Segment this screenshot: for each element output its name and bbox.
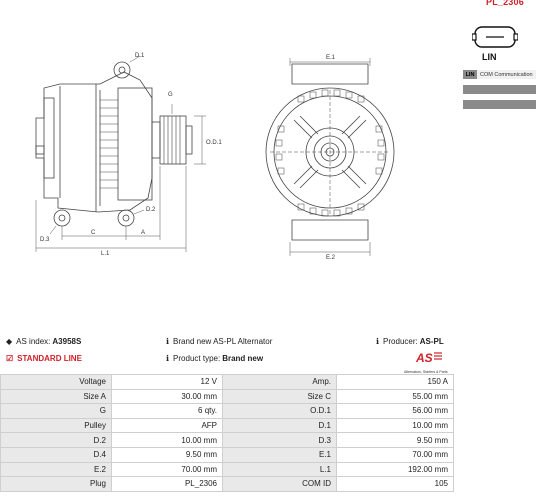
- as-index: [6, 337, 81, 346]
- spec-label: E.1: [223, 447, 337, 462]
- info-icon: ℹ: [166, 354, 170, 363]
- spec-table: [0, 374, 454, 492]
- spec-row: [1, 389, 454, 404]
- plug-connector-icon: [472, 24, 518, 50]
- label-d3: D.3: [40, 237, 50, 243]
- spec-value: 6 qty.: [112, 404, 223, 419]
- plug-type: LIN: [482, 52, 497, 62]
- label-a: A: [141, 230, 146, 236]
- spec-label: Size A: [1, 389, 112, 404]
- logo-text: AS: [416, 351, 433, 365]
- legend-key: [463, 100, 477, 109]
- label-l1: L.1: [101, 251, 110, 257]
- spec-label: Plug: [1, 477, 112, 492]
- spec-value: AFP: [112, 418, 223, 433]
- spec-value: 10.00 mm: [337, 418, 454, 433]
- product-type-label: Product type:: [173, 354, 221, 363]
- label-c: C: [91, 230, 96, 236]
- brand-info: [166, 337, 272, 346]
- spec-row: [1, 375, 454, 390]
- as-pl-logo: [404, 351, 448, 374]
- spec-value: 12 V: [112, 375, 223, 390]
- label-e2: E.2: [326, 255, 336, 261]
- producer-info: [376, 337, 444, 346]
- standard-line: [6, 354, 82, 363]
- spec-label: E.2: [1, 462, 112, 477]
- check-icon: ☑: [6, 354, 14, 363]
- label-od1: O.D.1: [206, 140, 222, 146]
- legend-row: [463, 70, 536, 79]
- spec-label: COM ID: [223, 477, 337, 492]
- label-d1: D.1: [135, 53, 145, 59]
- as-index-label: AS index:: [16, 337, 51, 346]
- tag-icon: ◆: [6, 337, 13, 346]
- spec-label: Amp.: [223, 375, 337, 390]
- legend-value: [477, 85, 536, 94]
- standard-line-text: STANDARD LINE: [17, 354, 82, 363]
- spec-label: D.1: [223, 418, 337, 433]
- label-g: G: [168, 92, 173, 98]
- legend-row: [463, 85, 536, 94]
- spec-value: 192.00 mm: [337, 462, 454, 477]
- as-index-value: A3958S: [52, 337, 82, 346]
- spec-label: O.D.1: [223, 404, 337, 419]
- brand-text: Brand new AS-PL Alternator: [173, 337, 273, 346]
- legend-row: [463, 100, 536, 109]
- label-e1: E.1: [326, 55, 336, 61]
- spec-row: [1, 418, 454, 433]
- spec-row: [1, 433, 454, 448]
- spec-label: G: [1, 404, 112, 419]
- as-logo-icon: [404, 351, 444, 365]
- producer-label: Producer:: [383, 337, 418, 346]
- legend-value: COM Communication: [477, 70, 536, 79]
- plug-code: PL_2306: [486, 0, 524, 7]
- spec-value: 150 A: [337, 375, 454, 390]
- spec-value: 56.00 mm: [337, 404, 454, 419]
- info-icon: ℹ: [166, 337, 170, 346]
- spec-row: [1, 477, 454, 492]
- product-type-value: Brand new: [222, 354, 264, 363]
- spec-value: 70.00 mm: [112, 462, 223, 477]
- legend-key: LIN: [463, 70, 477, 79]
- logo-subtitle: Alternators, Starters & Parts: [404, 370, 448, 374]
- spec-value: 30.00 mm: [112, 389, 223, 404]
- spec-label: Pulley: [1, 418, 112, 433]
- spec-value: 10.00 mm: [112, 433, 223, 448]
- spec-label: Size C: [223, 389, 337, 404]
- producer-value: AS-PL: [419, 337, 444, 346]
- spec-label: D.2: [1, 433, 112, 448]
- legend-value: [477, 100, 536, 109]
- spec-label: D.3: [223, 433, 337, 448]
- spec-value: PL_2306: [112, 477, 223, 492]
- legend-key: [463, 85, 477, 94]
- spec-value: 105: [337, 477, 454, 492]
- label-d2: D.2: [146, 207, 156, 213]
- spec-value: 9.50 mm: [112, 447, 223, 462]
- plug-legend: [463, 70, 536, 109]
- spec-row: [1, 404, 454, 419]
- spec-row: [1, 462, 454, 477]
- product-type-info: [166, 354, 263, 363]
- spec-value: 9.50 mm: [337, 433, 454, 448]
- spec-value: 70.00 mm: [337, 447, 454, 462]
- spec-label: Voltage: [1, 375, 112, 390]
- spec-label: L.1: [223, 462, 337, 477]
- spec-row: [1, 447, 454, 462]
- spec-value: 55.00 mm: [337, 389, 454, 404]
- spec-label: D.4: [1, 447, 112, 462]
- info-icon: ℹ: [376, 337, 380, 346]
